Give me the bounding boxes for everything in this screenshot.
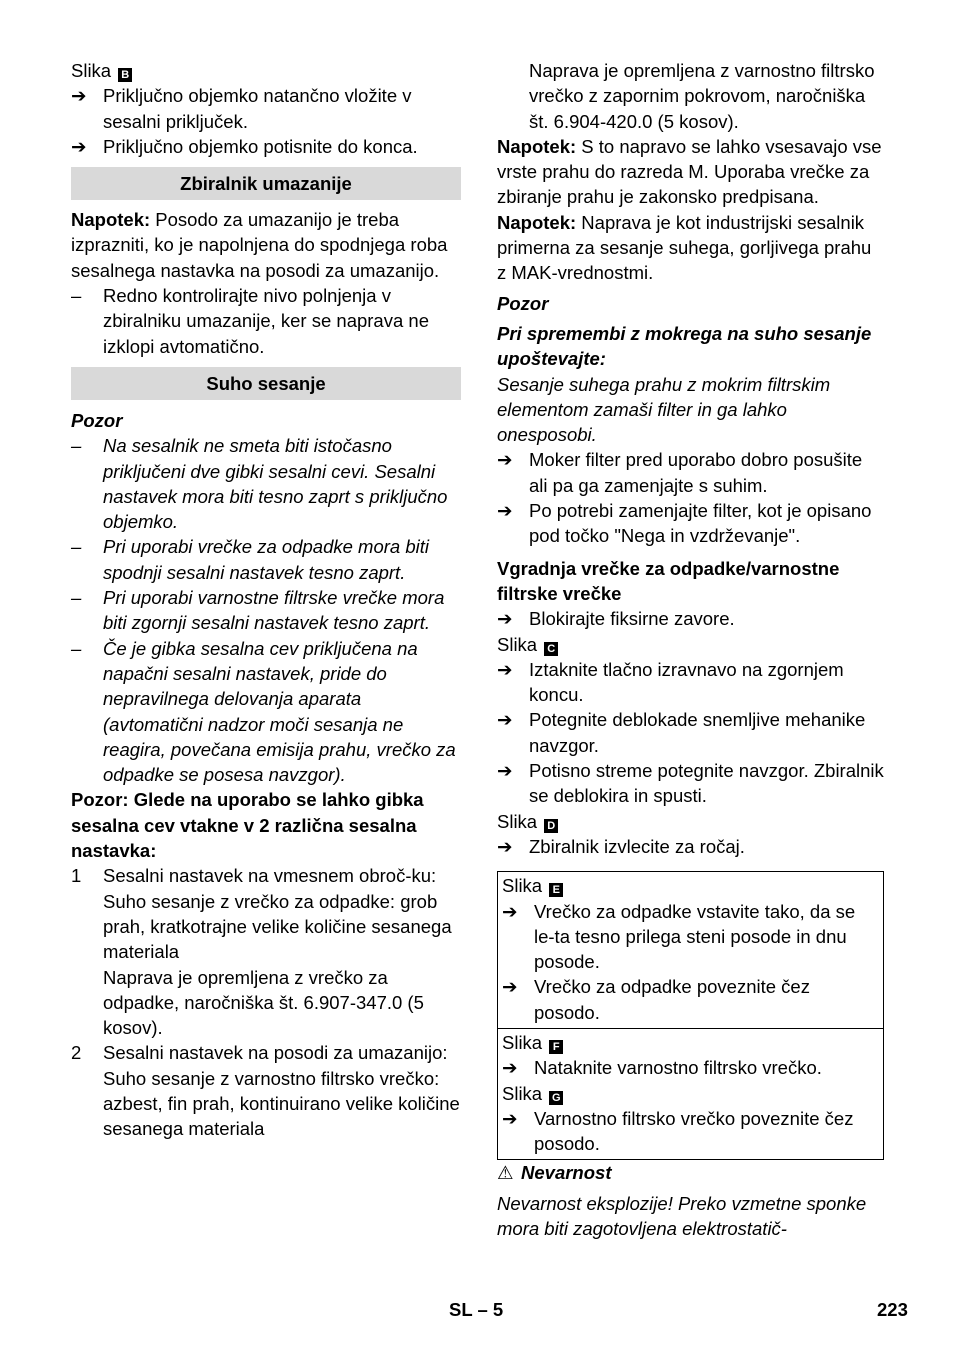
arrow-right-icon: ➔ [502, 1107, 518, 1129]
caution-label: Pozor [71, 409, 123, 431]
numbered-item: 2 Sesalni nastavek na posodi za umazanijo: [71, 1042, 448, 1064]
caution-dash-item: – Na sesalnik ne smeta biti istočasno priključeni dve gibki sesalni cevi. Sesalni nastavek mora biti tesno zaprt s priključno objemko. [71, 435, 448, 533]
figure-ref-c: Slika C [497, 632, 884, 657]
instruction-item: ➔ Potisno streme potegnite navzgor. Zbiralnik se deblokira in spusti. [497, 758, 884, 809]
caution-bold-paragraph: Pozor: Glede na uporabo se lahko gibka sesalna cev vtakne v 2 različna sesalna nastavka: [71, 789, 424, 862]
instruction-item: ➔ Nataknite varnostno filtrsko vrečko. [502, 1055, 879, 1080]
caution-bold-paragraph: Pri spremembi z mokrega na suho sesanje upoštevajte: [497, 322, 872, 370]
caution-dash-item: – Pri uporabi vrečke za odpadke mora biti spodnji sesalni nastavek tesno zaprt. [71, 536, 429, 583]
arrow-right-icon: ➔ [71, 85, 87, 107]
instruction-item: ➔ Blokirajte fiksirne zavore. [497, 606, 884, 631]
instruction-item: ➔ Priključno objemko potisnite do konca. [71, 134, 461, 159]
numbered-detail: Suho sesanje z vrečko za odpadke: grob prah, kratkotrajne velike količine sesanega materiala [103, 890, 452, 963]
figure-letter-badge: D [544, 819, 558, 833]
instruction-item: ➔ Po potrebi zamenjajte filter, kot je opisano pod točko "Nega in vzdrževanje". [497, 498, 884, 549]
section-heading: Suho sesanje [71, 367, 461, 400]
arrow-right-icon: ➔ [71, 135, 87, 157]
instruction-item: ➔ Priključno objemko natančno vložite v sesalni priključek. [71, 83, 461, 134]
footer-language: SL – 5 [449, 1299, 504, 1320]
figure-letter-badge: C [544, 642, 558, 656]
arrow-right-icon: ➔ [497, 709, 513, 731]
left-column [71, 58, 461, 1142]
figure-ref-b: Slika B [71, 58, 461, 83]
caution-label: Pozor [497, 292, 549, 314]
instruction-item: ➔ Varnostno filtrsko vrečko poveznite čez posodo. [502, 1106, 879, 1157]
instruction-item: ➔ Iztaknite tlačno izravnavo na zgornjem koncu. [497, 657, 884, 708]
dash-item: – Redno kontrolirajte nivo polnjenja v zbiralniku umazanije, ker se naprava ne izklopi avtomatično. [71, 285, 429, 357]
figure-ref-e: Slika E [502, 873, 879, 898]
figure-letter-badge: G [549, 1091, 563, 1105]
numbered-detail: Naprava je opremljena z vrečko za odpadke, naročniška št. 6.907-347.0 (5 kosov). [103, 966, 424, 1039]
instruction-box-e [497, 871, 884, 1029]
instruction-box-fg [497, 1029, 884, 1160]
figure-ref-f: Slika F [502, 1030, 879, 1055]
section-heading: Zbiralnik umazanije [71, 167, 461, 200]
note-paragraph: Napotek: Naprava je kot industrijski sesalnik primerna za sesanje suhega, gorljivega prahu z MAK-vrednostmi. [497, 211, 872, 284]
caution-dash-item: – Če je gibka sesalna cev priključena na napačni sesalni nastavek, pride do nepravilnega delovanja aparata (avtomatični nadzor moči sesanja ne reagira, povečana emisija prahu, vrečko za odpadke se posesa navzgor). [71, 637, 456, 786]
arrow-right-icon: ➔ [497, 760, 513, 782]
arrow-right-icon: ➔ [497, 608, 513, 630]
instruction-item: ➔ Vrečko za odpadke vstavite tako, da se le-ta tesno prilega steni posode in dnu posode. [502, 899, 879, 975]
figure-letter-badge: E [549, 883, 563, 897]
arrow-right-icon: ➔ [502, 976, 518, 998]
arrow-right-icon: ➔ [502, 900, 518, 922]
instruction-item: ➔ Moker filter pred uporabo dobro posušite ali pa ga zamenjajte s suhim. [497, 447, 884, 498]
footer-page-number: 223 [877, 1299, 908, 1320]
arrow-right-icon: ➔ [502, 1057, 518, 1079]
continued-paragraph: Naprava je opremljena z varnostno filtrsko vrečko z zapornim pokrovom, naročniška št. 6.904-420.0 (5 kosov). [529, 60, 875, 132]
numbered-detail: Suho sesanje z varnostno filtrsko vrečko: azbest, fin prah, kontinuirano velike količine sesanega materiala [103, 1067, 460, 1140]
figure-letter-badge: F [549, 1040, 563, 1054]
figure-ref-g: Slika G [502, 1081, 879, 1106]
note-paragraph: Napotek: S to napravo se lahko vsesavajo vse vrste prahu do razreda M. Uporaba vrečke za zbiranje prahu je zakonsko predpisana. [497, 135, 882, 208]
caution-text: Sesanje suhega prahu z mokrim filtrskim elementom zamaši filter in ga lahko onesposobi. [497, 373, 831, 446]
arrow-right-icon: ➔ [497, 835, 513, 857]
subheading: Vgradnja vrečke za odpadke/varnostne filtrske vrečke [497, 557, 840, 604]
arrow-right-icon: ➔ [497, 449, 513, 471]
right-column [497, 58, 884, 1241]
figure-ref-d: Slika D [497, 809, 884, 834]
instruction-item: ➔ Potegnite deblokade snemljive mehanike navzgor. [497, 707, 884, 758]
note-paragraph: Napotek: Posodo za umazanijo je treba izprazniti, ko je napolnjena do spodnjega roba sesalnega nastavka na posodi za umazanijo. [71, 209, 448, 281]
instruction-item: ➔ Vrečko za odpadke poveznite čez posodo. [502, 974, 879, 1025]
caution-dash-item: – Pri uporabi varnostne filtrske vrečke mora biti zgornji sesalni nastavek tesno zaprt. [71, 587, 445, 634]
arrow-right-icon: ➔ [497, 500, 513, 522]
danger-text: Nevarnost eksplozije! Preko vzmetne sponke mora biti zagotovljena elektrostatič- [497, 1192, 867, 1240]
arrow-right-icon: ➔ [497, 658, 513, 680]
numbered-item: 1 Sesalni nastavek na vmesnem obroč-ku: [71, 865, 437, 887]
danger-label: ⚠ Nevarnost [497, 1160, 884, 1185]
figure-letter-badge: B [118, 68, 132, 82]
instruction-item: ➔ Zbiralnik izvlecite za ročaj. [497, 834, 884, 859]
warning-triangle-icon: ⚠ [497, 1162, 514, 1184]
